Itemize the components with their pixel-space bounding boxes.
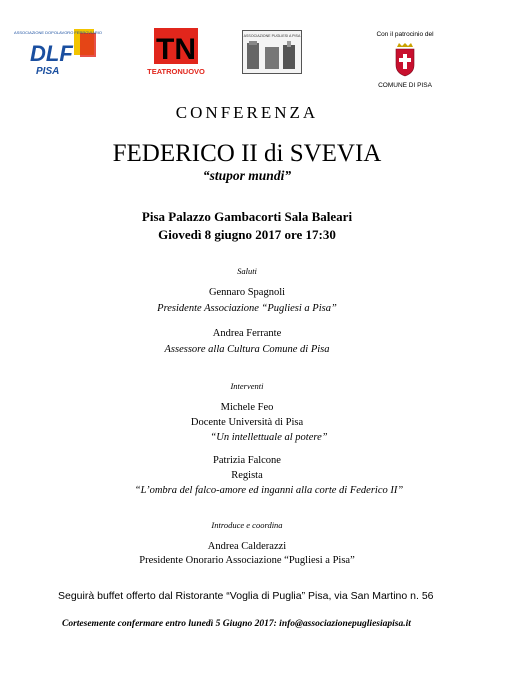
dlf-text: DLF: [30, 41, 73, 66]
teatro-tn-text: TN: [156, 33, 196, 66]
event-title: FEDERICO II di SVEVIA: [112, 140, 382, 167]
interventi-heading: Interventi: [230, 381, 264, 391]
assoc-label-text: ASSOCIAZIONE PUGLIESI A PISA: [243, 34, 301, 38]
event-date: Giovedì 8 giugno 2017 ore 17:30: [158, 227, 336, 242]
comune-di-pisa-label: COMUNE DI PISA: [378, 82, 432, 89]
intervento-2-role: Regista: [231, 470, 263, 481]
rsvp-notice: Cortesemente confermare entro lunedì 5 Giugno 2017: info@associazionepugliesiapisa.it: [62, 619, 411, 629]
conference-kind: CONFERENZA: [175, 103, 319, 122]
event-place: Pisa Palazzo Gambacorti Sala Baleari: [141, 209, 353, 224]
dlf-pisa-logo: [14, 25, 102, 77]
intervento-1-role: Docente Università di Pisa: [190, 417, 304, 428]
intervento-1-talk: “Un intellettuale al potere”: [210, 432, 328, 443]
saluti-heading: Saluti: [237, 266, 257, 276]
dlf-city-text: PISA: [36, 66, 60, 77]
saluti-speaker-2-name: Andrea Ferrante: [212, 328, 282, 339]
event-subtitle: “stupor mundi”: [202, 168, 292, 183]
saluti-speaker-1-role: Presidente Associazione “Pugliesi a Pisa”: [157, 303, 337, 314]
coordina-name: Andrea Calderazzi: [207, 541, 287, 552]
comune-pisa-crest: [394, 43, 416, 77]
saluti-speaker-1-name: Gennaro Spagnoli: [208, 287, 286, 298]
intervento-1-name: Michele Feo: [220, 402, 274, 413]
patrocinio-label: Con il patrocinio del: [376, 31, 434, 38]
coordina-role: Presidente Onorario Associazione “Pugliesi a Pisa”: [139, 555, 355, 566]
intervento-2-talk: “L’ombra del falco-amore ed inganni alla corte di Federico II”: [134, 485, 404, 496]
dlf-small-text: ASSOCIAZIONE DOPOLAVORO FERROVIARIO: [14, 30, 102, 35]
teatro-nuovo-logo: [147, 28, 205, 78]
buffet-notice: Seguirà buffet offerto dal Ristorante “Voglia di Puglia” Pisa, via San Martino n. 56: [58, 590, 434, 602]
saluti-speaker-2-role: Assessore alla Cultura Comune di Pisa: [164, 344, 330, 355]
teatro-name-text: TEATRONUOVO: [147, 67, 205, 76]
associazione-pugliesi-logo: [242, 30, 302, 74]
coordina-heading: Introduce e coordina: [211, 520, 283, 530]
intervento-2-name: Patrizia Falcone: [213, 455, 281, 466]
